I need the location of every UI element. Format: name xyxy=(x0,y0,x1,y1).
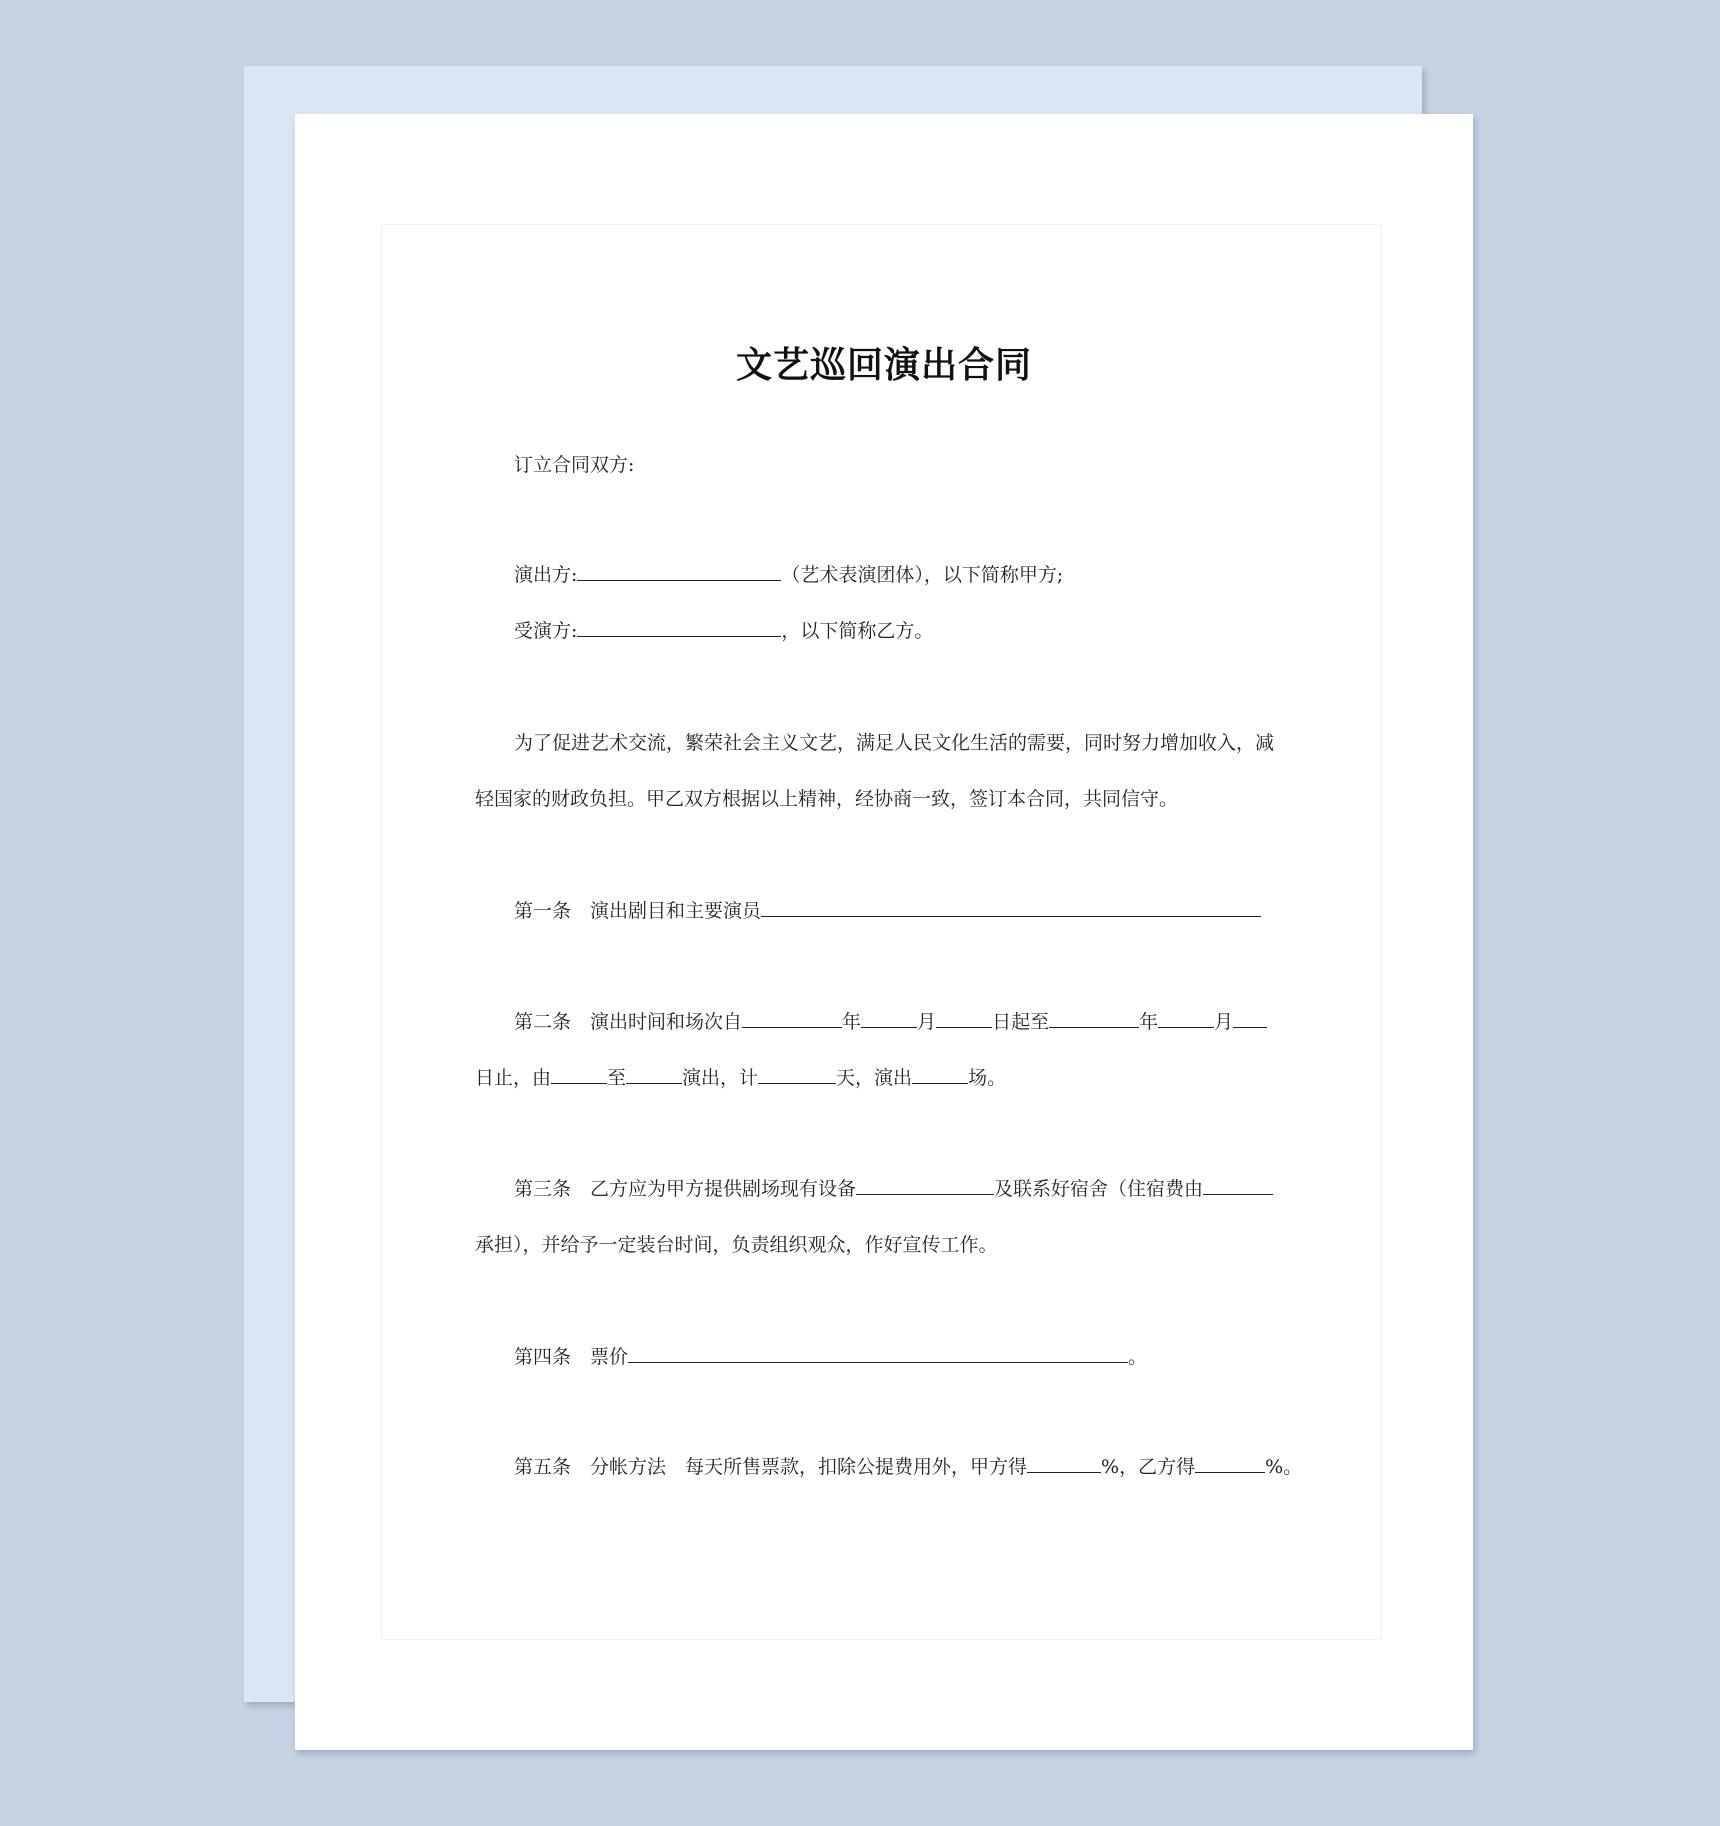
party-b-share-blank xyxy=(1195,1458,1265,1473)
article-3-line-1: 第三条 乙方应为甲方提供剧场现有设备 及联系好宿舍（住宿费由 xyxy=(514,1180,1273,1199)
document-page xyxy=(295,114,1473,1750)
intro-paragraph-line-2: 轻国家的财政负担。甲乙双方根据以上精神，经协商一致，签订本合同，共同信守。 xyxy=(475,788,1179,810)
document-title: 文艺巡回演出合同 xyxy=(735,345,1032,386)
start-month-blank xyxy=(861,1013,917,1028)
article-1: 第一条 演出剧目和主要演员 xyxy=(514,902,1261,921)
start-year-blank xyxy=(742,1013,842,1028)
article-5: 第五条 分帐方法 每天所售票款，扣除公提费用外，甲方得 %，乙方得 %。 xyxy=(514,1456,1303,1478)
article-2-line-1: 第二条 演出时间和场次自 年 月 日起至 年 月 xyxy=(514,1013,1267,1032)
equipment-blank xyxy=(856,1180,994,1195)
article-2-line-2: 日止，由 至 演出，计 天，演出 场。 xyxy=(475,1067,1007,1089)
article-4: 第四条 票价 。 xyxy=(514,1346,1148,1368)
host-blank xyxy=(577,622,781,637)
days-blank xyxy=(758,1069,836,1084)
party-a-share-blank xyxy=(1027,1458,1101,1473)
end-day-blank xyxy=(1233,1013,1267,1028)
start-day-blank xyxy=(936,1013,992,1028)
parties-heading: 订立合同双方: xyxy=(514,454,635,476)
text-margin-frame xyxy=(381,224,1382,1640)
intro-paragraph-line-1: 为了促进艺术交流，繁荣社会主义文艺，满足人民文化生活的需要，同时努力增加收入，减 xyxy=(514,732,1275,754)
from-blank xyxy=(551,1069,607,1084)
article-1-blank xyxy=(761,902,1261,917)
end-month-blank xyxy=(1158,1013,1214,1028)
host-line: 受演方: ，以下简称乙方。 xyxy=(514,620,934,642)
performer-blank xyxy=(577,566,781,581)
to-blank xyxy=(626,1069,682,1084)
end-year-blank xyxy=(1049,1013,1139,1028)
lodging-payer-blank xyxy=(1203,1180,1273,1195)
ticket-price-blank xyxy=(628,1348,1128,1363)
shows-blank xyxy=(912,1069,968,1084)
performer-line: 演出方: （艺术表演团体），以下简称甲方; xyxy=(514,564,1064,586)
article-3-line-2: 承担），并给予一定装台时间，负责组织观众，作好宣传工作。 xyxy=(475,1234,998,1256)
